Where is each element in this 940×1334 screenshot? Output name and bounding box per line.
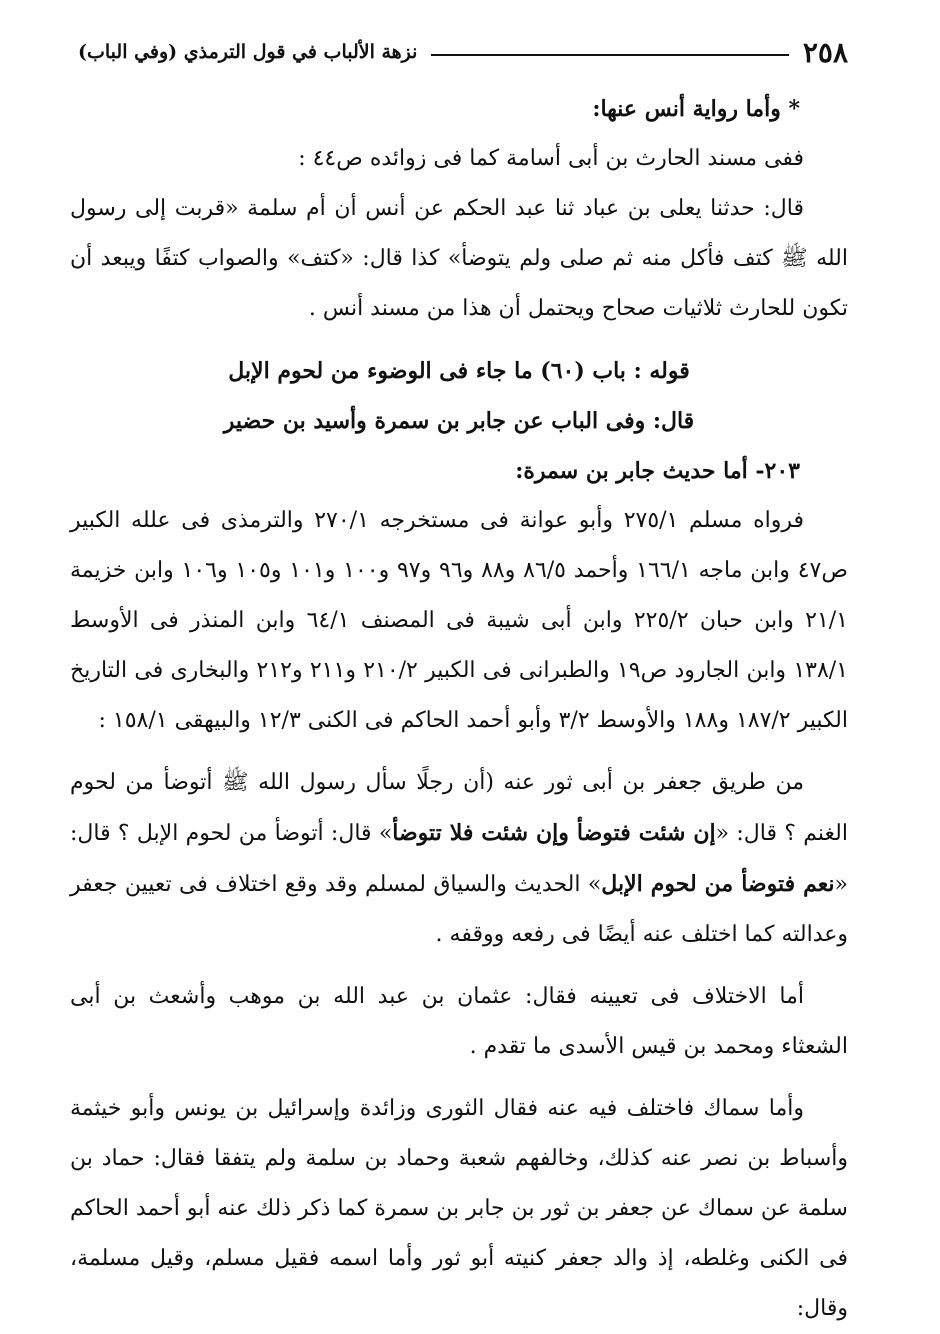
running-title: نزهة الألباب في قول الترمذي (وفي الباب): [78, 41, 418, 63]
matn-paragraph: [70, 758, 848, 960]
section-anas-heading: * وأما رواية أنس عنها:: [592, 96, 800, 122]
matn-quote-1: إن شئت فتوضأ وإن شئت فلا تتوضأ: [392, 820, 716, 846]
simak-paragraph: وأما سماك فاختلف فيه عنه فقال الثورى وزائدة وإسرائيل بن يونس وأبو خيثمة وأسباط بن نصر عنه كذلك، وخالفهم شعبة وحماد بن سلمة ولم يتفقا فقال: حماد بن سلمة عن سماك عن جعفر بن ثور بن جابر بن سمرة كما ذكر ذلك عنه أبو أحمد الحاكم فى الكنى وغلطه، إذ والد جعفر كنيته أبو ثور وأما اسمه فقيل مسلم، وقيل مسلمة، وقال:: [70, 1096, 848, 1321]
matn-text-a: من طريق جعفر بن أبى ثور عنه (أن رجلًا سأل رسول الله ﷺ أتوضأ من لحوم الغنم ؟ قال: «: [70, 770, 848, 846]
page-number: ٢٥٨: [802, 35, 848, 69]
matn-text-e: » الحديث والسياق لمسلم وقد وقع اختلاف فى تعيين جعفر وعدالته كما اختلف عنه أيضًا فى رفعه ووقفه .: [70, 872, 848, 947]
anas-source: ففى مسند الحارث بن أبى أسامة كما فى زوائده ص٤٤ :: [298, 146, 804, 171]
matn-text-c: » قال: أتوضأ من لحوم الإبل ؟ قال: «: [70, 821, 848, 897]
header-rule: [431, 54, 788, 56]
matn-quote-2: نعم فتوضأ من لحوم الإبل: [601, 871, 835, 897]
page-body: [70, 84, 848, 1334]
anas-text: قال: حدثنا يعلى بن عباد ثنا عبد الحكم عن أنس أن أم سلمة «قربت إلى رسول الله ﷺ كتف فأكل منه ثم صلى ولم يتوضأ» كذا قال: «كتف» والصواب كتفًا ويبعد أن تكون للحارث ثلاثيات صحاح ويحتمل أن هذا من مسند أنس .: [70, 196, 848, 321]
ikhtilaf-paragraph: أما الاختلاف فى تعيينه فقال: عثمان بن عبد الله بن موهب وأشعث بن أبى الشعثاء ومحمد بن قيس الأسدى ما تقدم .: [70, 984, 848, 1059]
hadith-heading: ٢٠٣- أما حديث جابر بن سمرة:: [515, 458, 800, 484]
takhrij-paragraph: فرواه مسلم ٢٧٥/١ وأبو عوانة فى مستخرجه ٢٧٠/١ والترمذى فى علله الكبير ص٤٧ وابن ماجه ١٦٦/١ وأحمد ٨٦/٥ و٨٨ و٩٦ و٩٧ و١٠٠ و١٠١ و١٠٥ و١٠٦ وابن خزيمة ٢١/١ وابن حبان ٢٢٥/٢ وابن أبى شيبة فى المصنف ٦٤/١ وابن المنذر فى الأوسط ١٣٨/١ وابن الجارود ص١٩ والطبرانى فى الكبير ٢١٠/٢ و٢١١ و٢١٢ والبخارى فى التاريخ الكبير ١٨٧/٢ و١٨٨ والأوسط ٣/٢ وأبو أحمد الحاكم فى الكنى ١٢/٣ والبيهقى ١٥٨/١ :: [70, 508, 848, 733]
chapter-heading: قوله : باب (٦٠) ما جاء فى الوضوء من لحوم الإبل: [228, 358, 690, 384]
page-header: [78, 32, 848, 72]
chapter-subheading: قال: وفى الباب عن جابر بن سمرة وأسيد بن حضير: [223, 408, 695, 434]
